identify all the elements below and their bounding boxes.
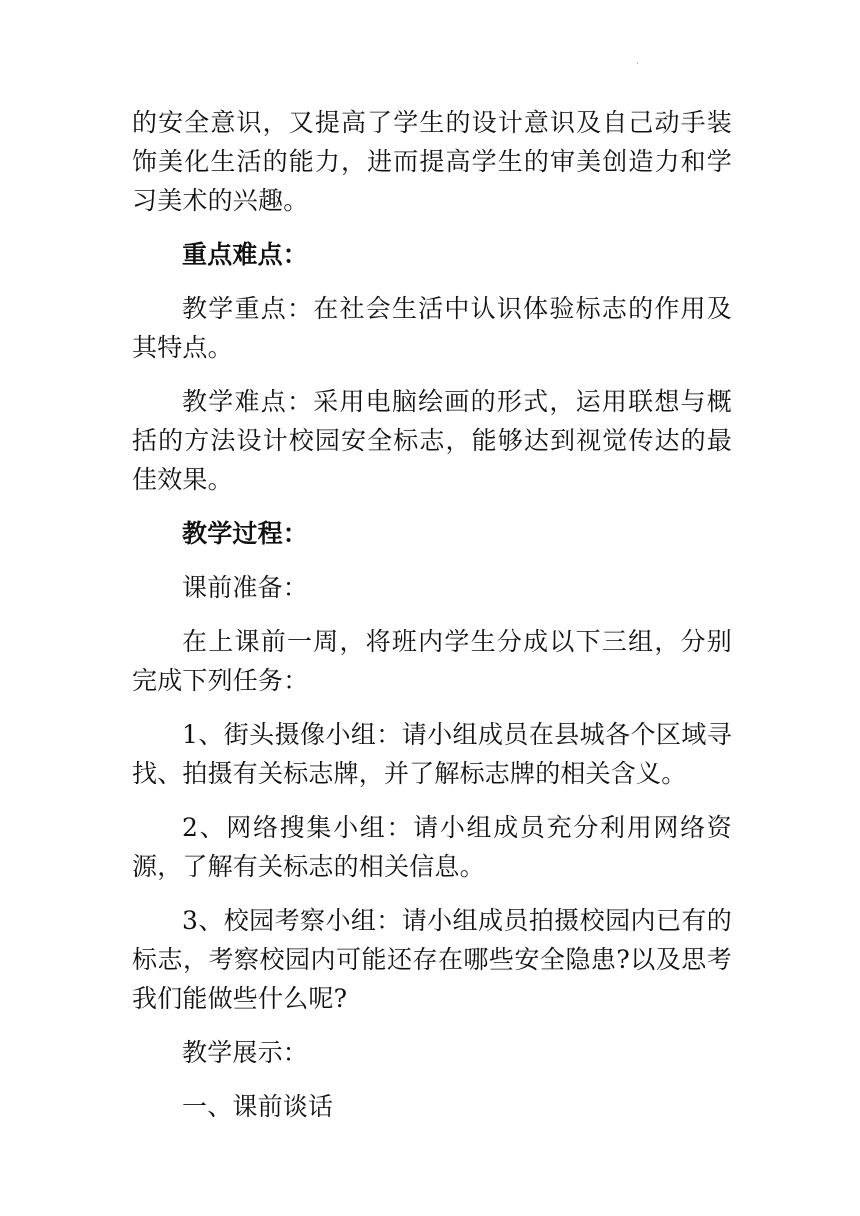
heading-key-difficult-points: 重点难点：: [182, 240, 309, 269]
paragraph-pre-class-prep: 课前准备：: [182, 573, 309, 602]
list-item-campus-survey-group: 3、校园考察小组：请小组成员拍摄校园内已有的标志，考察校园内可能还存在哪些安全隐患?以及思考我们能做些什么呢?: [132, 906, 732, 1013]
section-title-pre-class-talk: 一、课前谈话: [182, 1092, 334, 1121]
list-item-street-photo-group: 1、街头摄像小组：请小组成员在县城各个区域寻找、拍摄有关标志牌，并了解标志牌的相关含义。: [132, 720, 732, 788]
paragraph-teaching-display: 教学展示：: [182, 1038, 309, 1067]
heading-teaching-process: 教学过程：: [182, 519, 309, 548]
document-body: [132, 103, 732, 1126]
list-item-network-search-group: 2、网络搜集小组：请小组成员充分利用网络资源，了解有关标志的相关信息。: [132, 813, 732, 881]
page-mark: ·: [636, 59, 639, 68]
paragraph-group-assignment: 在上课前一周，将班内学生分成以下三组，分别完成下列任务：: [132, 627, 732, 695]
paragraph-teaching-difficulty: 教学难点：采用电脑绘画的形式，运用联想与概括的方法设计校园安全标志，能够达到视觉传达的最佳效果。: [132, 387, 732, 494]
paragraph-teaching-focus: 教学重点：在社会生活中认识体验标志的作用及其特点。: [132, 294, 732, 362]
paragraph-intro-continuation: 的安全意识，又提高了学生的设计意识及自己动手装饰美化生活的能力，进而提高学生的审美创造力和学习美术的兴趣。: [132, 108, 732, 215]
